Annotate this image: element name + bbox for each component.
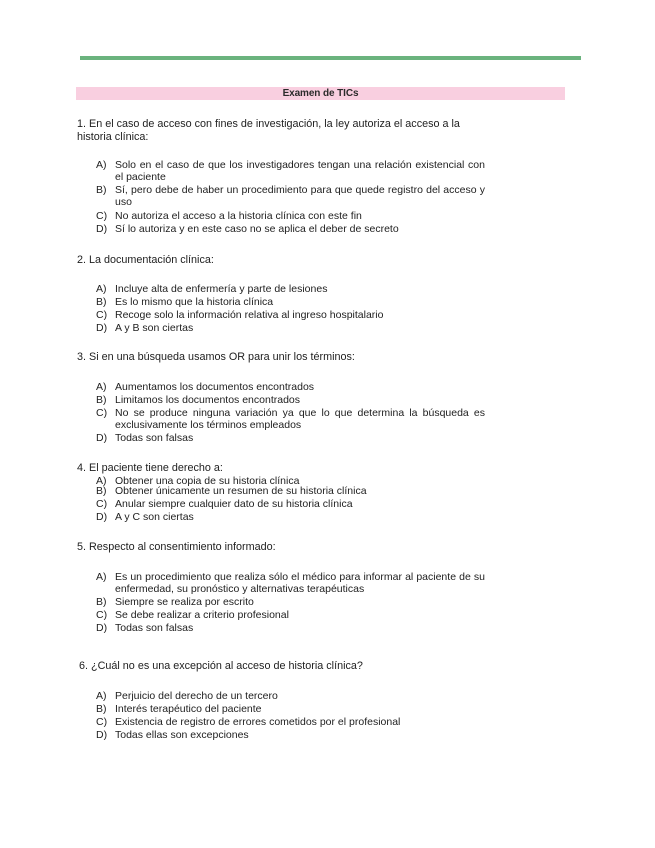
question-5-option-b xyxy=(96,596,486,608)
option-text: Todas son falsas xyxy=(115,622,194,634)
option-letter: A) xyxy=(96,690,107,702)
header-rule xyxy=(80,56,581,60)
option-text: Recoge solo la información relativa al ingreso hospitalario xyxy=(115,309,384,321)
question-2-option-c xyxy=(96,309,486,321)
question-5-option-d xyxy=(96,622,486,634)
question-3-option-a xyxy=(96,381,486,393)
option-letter: B) xyxy=(96,296,107,308)
option-letter: D) xyxy=(96,729,108,741)
question-6-option-b xyxy=(96,703,486,715)
option-letter: B) xyxy=(96,703,107,715)
option-text: Perjuicio del derecho de un tercero xyxy=(115,690,278,702)
question-2-option-a xyxy=(96,283,486,295)
option-letter: B) xyxy=(96,596,107,608)
question-6-text: 6. ¿Cuál no es una excepción al acceso de historia clínica? xyxy=(79,660,363,672)
option-letter: A) xyxy=(96,571,107,583)
option-letter: D) xyxy=(96,322,108,334)
option-letter: D) xyxy=(96,223,108,235)
option-text: A y C son ciertas xyxy=(115,511,194,523)
question-3-option-d xyxy=(96,432,486,444)
option-text: No autoriza el acceso a la historia clínica con este fin xyxy=(115,210,362,222)
exam-title: Examen de TICs xyxy=(76,87,565,100)
option-text: Anular siempre cualquier dato de su historia clínica xyxy=(115,498,353,510)
question-2-option-d xyxy=(96,322,486,334)
question-6-option-d xyxy=(96,729,486,741)
option-text: Sí, pero debe de haber un procedimiento para que quede registro del acceso y uso xyxy=(115,184,485,209)
question-4-option-d xyxy=(96,511,486,523)
option-letter: B) xyxy=(96,485,107,497)
option-text: Solo en el caso de que los investigadores tengan una relación existencial con el paciente xyxy=(115,159,485,184)
question-2-text: 2. La documentación clínica: xyxy=(77,254,214,266)
option-text: Aumentamos los documentos encontrados xyxy=(115,381,315,393)
question-1-option-c xyxy=(96,210,486,222)
option-text: Sí lo autoriza y en este caso no se aplica el deber de secreto xyxy=(115,223,399,235)
option-letter: B) xyxy=(96,394,107,406)
option-text: Siempre se realiza por escrito xyxy=(115,596,254,608)
question-1-option-d xyxy=(96,223,486,235)
question-2-option-b xyxy=(96,296,486,308)
option-letter: D) xyxy=(96,622,108,634)
question-3-text: 3. Si en una búsqueda usamos OR para unir los términos: xyxy=(77,351,355,363)
option-text: Obtener únicamente un resumen de su historia clínica xyxy=(115,485,367,497)
option-text: Se debe realizar a criterio profesional xyxy=(115,609,289,621)
option-text: Existencia de registro de errores cometidos por el profesional xyxy=(115,716,401,728)
option-letter: C) xyxy=(96,609,108,621)
question-4-text: 4. El paciente tiene derecho a: xyxy=(77,462,223,474)
option-letter: C) xyxy=(96,309,108,321)
option-text: Obtener una copia de su historia clínica xyxy=(115,475,300,487)
option-text: Todas ellas son excepciones xyxy=(115,729,249,741)
question-3-option-b xyxy=(96,394,486,406)
option-text: Interés terapéutico del paciente xyxy=(115,703,262,715)
question-3-option-c xyxy=(96,407,486,432)
option-letter: A) xyxy=(96,475,107,487)
option-letter: C) xyxy=(96,407,108,419)
option-text: Todas son falsas xyxy=(115,432,194,444)
option-letter: D) xyxy=(96,432,108,444)
option-letter: D) xyxy=(96,511,108,523)
option-text: Es un procedimiento que realiza sólo el médico para informar al paciente de su enfermedad, su pronóstico y alternativas terapéuticas xyxy=(115,571,485,596)
option-letter: A) xyxy=(96,381,107,393)
question-1-option-a xyxy=(96,159,486,184)
option-text: Incluye alta de enfermería y parte de lesiones xyxy=(115,283,328,295)
question-5-option-a xyxy=(96,571,486,596)
question-5-option-c xyxy=(96,609,486,621)
option-text: A y B son ciertas xyxy=(115,322,194,334)
option-text: Es lo mismo que la historia clínica xyxy=(115,296,274,308)
question-4-option-b xyxy=(96,485,486,497)
question-1-text: 1. En el caso de acceso con fines de investigación, la ley autoriza el acceso a la historia clínica: xyxy=(77,118,460,143)
question-6-option-a xyxy=(96,690,486,702)
option-text: No se produce ninguna variación ya que lo que determina la búsqueda es exclusivamente los términos empleados xyxy=(115,407,485,432)
question-4-option-c xyxy=(96,498,486,510)
option-letter: C) xyxy=(96,498,108,510)
question-5-text: 5. Respecto al consentimiento informado: xyxy=(77,541,276,553)
option-letter: C) xyxy=(96,210,108,222)
option-letter: C) xyxy=(96,716,108,728)
option-letter: B) xyxy=(96,184,107,196)
question-6-option-c xyxy=(96,716,486,728)
option-letter: A) xyxy=(96,159,107,171)
option-text: Limitamos los documentos encontrados xyxy=(115,394,301,406)
option-letter: A) xyxy=(96,283,107,295)
question-1-option-b xyxy=(96,184,486,209)
